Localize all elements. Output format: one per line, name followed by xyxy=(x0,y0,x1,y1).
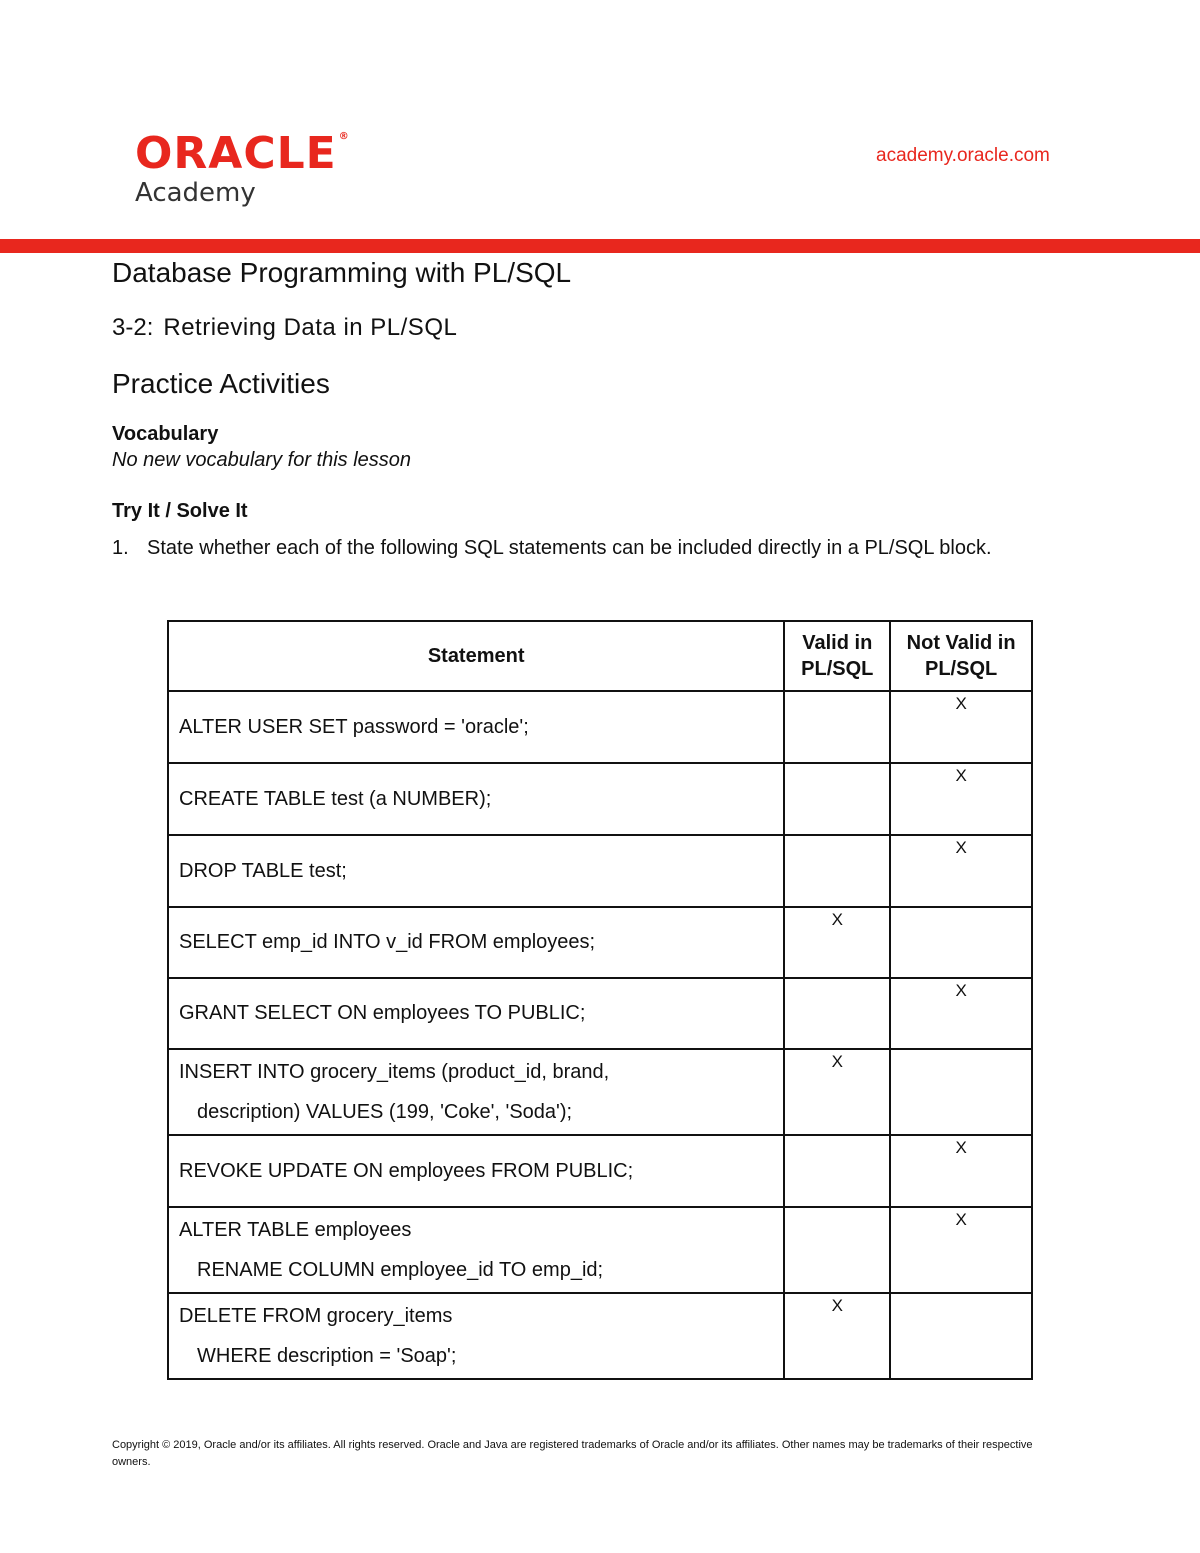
copyright-footer: Copyright © 2019, Oracle and/or its affiliates. All rights reserved. Oracle and Java are registered trademarks of Oracle and/or its affiliates. Other names may be trademarks of their respective owners. xyxy=(112,1439,1033,1468)
header-valid: Valid in PL/SQL xyxy=(784,621,890,691)
table-header-row xyxy=(168,621,1032,691)
oracle-academy-logo xyxy=(135,128,350,208)
logo-wordmark: ORACLE ® xyxy=(135,128,350,179)
statement-cell: CREATE TABLE test (a NUMBER); xyxy=(168,763,784,835)
lesson-title: Retrieving Data in PL/SQL xyxy=(163,314,458,341)
header-divider-bar xyxy=(0,239,1200,253)
valid-cell xyxy=(784,1207,890,1293)
logo-subtitle: Academy xyxy=(135,178,256,208)
try-it-heading: Try It / Solve It xyxy=(112,500,248,522)
not-valid-cell xyxy=(890,1293,1032,1379)
lesson-number: 3-2: xyxy=(112,314,154,341)
academy-site-link[interactable]: academy.oracle.com xyxy=(876,145,1050,166)
table-row xyxy=(168,763,1032,835)
not-valid-cell: X xyxy=(890,835,1032,907)
table-row xyxy=(168,1293,1032,1379)
table-row xyxy=(168,835,1032,907)
valid-cell xyxy=(784,978,890,1049)
not-valid-cell: X xyxy=(890,1207,1032,1293)
statement-cell: DELETE FROM grocery_items WHERE description = 'Soap'; xyxy=(168,1293,784,1379)
valid-cell: X xyxy=(784,1049,890,1135)
table-row xyxy=(168,691,1032,763)
not-valid-cell xyxy=(890,1049,1032,1135)
statement-cell: REVOKE UPDATE ON employees FROM PUBLIC; xyxy=(168,1135,784,1207)
not-valid-cell: X xyxy=(890,691,1032,763)
statement-cell: ALTER TABLE employees RENAME COLUMN employee_id TO emp_id; xyxy=(168,1207,784,1293)
question-1 xyxy=(112,537,992,560)
statement-cell: INSERT INTO grocery_items (product_id, brand, description) VALUES (199, 'Coke', 'Soda'); xyxy=(168,1049,784,1135)
not-valid-cell: X xyxy=(890,763,1032,835)
valid-cell xyxy=(784,1135,890,1207)
not-valid-cell xyxy=(890,907,1032,978)
header-not-valid: Not Valid in PL/SQL xyxy=(890,621,1032,691)
table-row xyxy=(168,1049,1032,1135)
valid-cell: X xyxy=(784,907,890,978)
section-title: Practice Activities xyxy=(112,368,330,399)
vocabulary-heading: Vocabulary xyxy=(112,423,219,445)
statement-cell: GRANT SELECT ON employees TO PUBLIC; xyxy=(168,978,784,1049)
valid-cell xyxy=(784,691,890,763)
valid-cell xyxy=(784,763,890,835)
valid-cell xyxy=(784,835,890,907)
statement-cell: ALTER USER SET password = 'oracle'; xyxy=(168,691,784,763)
question-number: 1. xyxy=(112,537,129,559)
lesson-heading xyxy=(112,314,457,342)
table-row xyxy=(168,1135,1032,1207)
vocabulary-note: No new vocabulary for this lesson xyxy=(112,449,412,471)
not-valid-cell: X xyxy=(890,978,1032,1049)
statement-cell: SELECT emp_id INTO v_id FROM employees; xyxy=(168,907,784,978)
valid-cell: X xyxy=(784,1293,890,1379)
table-row xyxy=(168,907,1032,978)
statement-cell: DROP TABLE test; xyxy=(168,835,784,907)
question-text: State whether each of the following SQL statements can be included directly in a PL/SQL block. xyxy=(147,537,992,559)
course-title: Database Programming with PL/SQL xyxy=(112,257,572,288)
table-row xyxy=(168,978,1032,1049)
statements-table xyxy=(167,620,1033,1380)
table-row xyxy=(168,1207,1032,1293)
header-statement: Statement xyxy=(168,621,784,691)
not-valid-cell: X xyxy=(890,1135,1032,1207)
